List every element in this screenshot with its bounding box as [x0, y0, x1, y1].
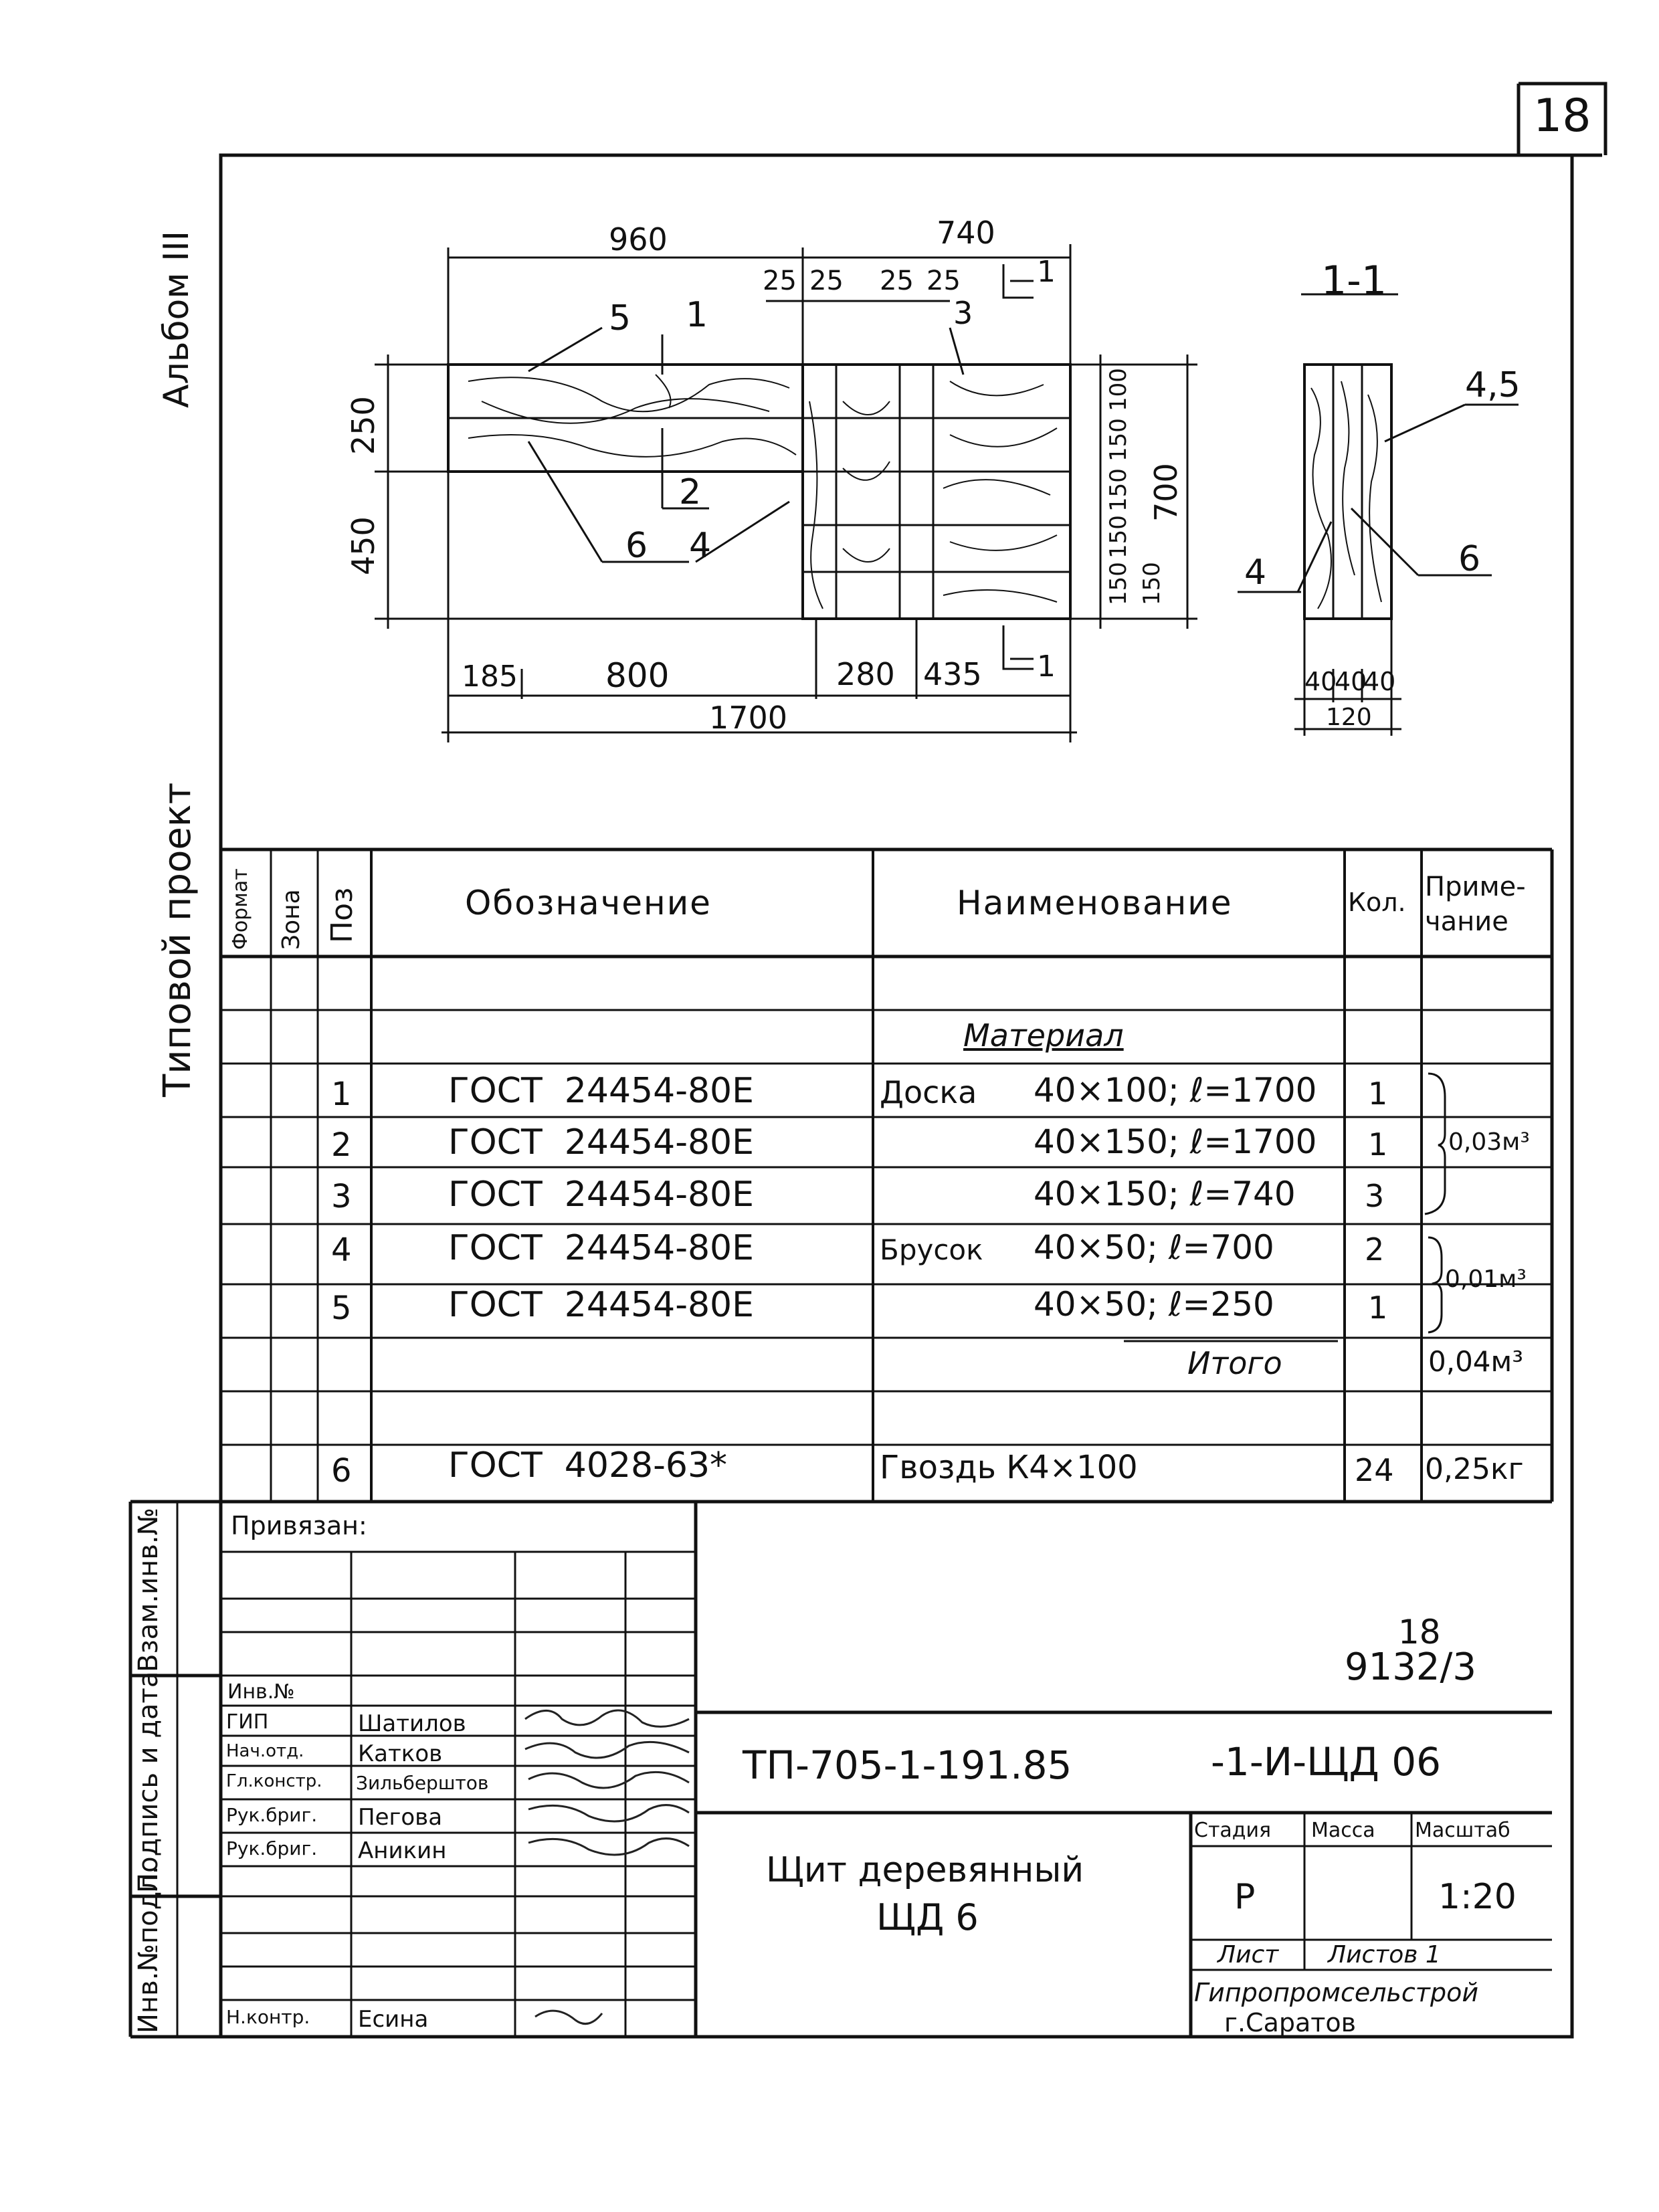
total-value: 0,04м³: [1428, 1345, 1524, 1378]
role-chief-constr: Гл.констр.: [226, 1771, 322, 1791]
inv-label: Инв.№: [227, 1680, 295, 1704]
role-team-lead-1: Рук.бриг.: [226, 1804, 318, 1826]
row-3-pos: 3: [331, 1178, 352, 1215]
section-callout-6: 6: [1458, 539, 1481, 579]
row-3-name: 40×150; ℓ=740: [1034, 1175, 1296, 1213]
attached-label: Привязан:: [231, 1511, 367, 1540]
dim-right-150: 150: [1105, 562, 1132, 605]
row-2-name: 40×150; ℓ=1700: [1034, 1122, 1317, 1161]
role-team-lead-2: Рук.бриг.: [226, 1837, 318, 1859]
section-dim-40: 40: [1304, 667, 1337, 696]
header-qty: Кол.: [1348, 888, 1406, 917]
dim-right-150: 150: [1105, 418, 1132, 462]
dim-left-250: 250: [345, 396, 381, 455]
row-2-note: 0,03м³: [1448, 1128, 1530, 1156]
row-3-designation: ГОСТ 24454-80Е: [448, 1175, 754, 1215]
dim-bottom-280: 280: [836, 656, 895, 692]
dim-left-450: 450: [345, 516, 381, 575]
stamp-replaced-inv: Взам.инв.№: [133, 1507, 164, 1672]
callout-4: 4: [689, 526, 712, 566]
row-4-designation: ГОСТ 24454-80Е: [448, 1228, 754, 1268]
row-4-note: 0,01м³: [1445, 1266, 1527, 1293]
stage-label: Стадия: [1194, 1819, 1272, 1842]
scale-label: Масштаб: [1415, 1819, 1510, 1842]
row-4-name: 40×50; ℓ=700: [1034, 1228, 1274, 1267]
callout-6: 6: [625, 526, 648, 566]
name-norm-control: Есина: [358, 2006, 429, 2033]
name-team-lead-1: Пегова: [358, 1804, 443, 1831]
dim-top-960: 960: [609, 221, 668, 258]
row-6-pos: 6: [331, 1452, 352, 1490]
stamp-orig-inv: Инв.№подл.: [133, 1866, 164, 2033]
callout-1: 1: [686, 295, 708, 335]
section-callout-45: 4,5: [1465, 365, 1521, 405]
callout-2: 2: [679, 472, 702, 512]
role-gip: ГИП: [226, 1710, 269, 1734]
org-city: г.Саратов: [1224, 2008, 1357, 2037]
row-5-name: 40×50; ℓ=250: [1034, 1285, 1274, 1324]
total-label: Итого: [1187, 1345, 1282, 1381]
header-note: Приме- чание: [1425, 872, 1526, 937]
header-pos: Поз: [325, 887, 359, 943]
cut-mark-bottom: 1: [1037, 649, 1056, 684]
row-5-pos: 5: [331, 1290, 352, 1327]
dim-top-740: 740: [937, 215, 995, 251]
dim-small-25: 25: [809, 266, 844, 296]
callout-5: 5: [609, 298, 631, 338]
role-head-dept: Нач.отд.: [226, 1741, 304, 1761]
dim-bottom-435: 435: [923, 656, 982, 692]
dim-right-150: 150: [1105, 468, 1132, 512]
dim-small-25: 25: [763, 266, 797, 296]
row-2-qty: 1: [1368, 1126, 1388, 1163]
section-title: 1-1: [1321, 258, 1387, 304]
name-head-dept: Катков: [358, 1740, 443, 1767]
cut-mark-top: 1: [1037, 255, 1056, 289]
row-4-pos: 4: [331, 1231, 352, 1269]
row-1-name: 40×100; ℓ=1700: [1034, 1071, 1317, 1110]
row-2-designation: ГОСТ 24454-80Е: [448, 1122, 754, 1163]
stage-value: Р: [1234, 1877, 1256, 1917]
sheet-number: 18: [1533, 90, 1591, 142]
section-dim-120: 120: [1326, 704, 1372, 731]
dim-bottom-185: 185: [462, 660, 518, 694]
doc-code: -1-И-ЩД 06: [1211, 1739, 1442, 1785]
dim-right-150: 150: [1139, 562, 1165, 605]
row-3-qty: 3: [1365, 1178, 1385, 1214]
section-dim-40: 40: [1363, 667, 1396, 696]
org-name: Гипропромсельстрой: [1194, 1978, 1479, 2007]
section-callout-4: 4: [1244, 552, 1267, 593]
row-2-pos: 2: [331, 1126, 352, 1164]
sheets-label: Листов 1: [1328, 1941, 1441, 1969]
row-6-designation: ГОСТ 4028-63*: [448, 1445, 728, 1486]
sheet-label: Лист: [1217, 1941, 1279, 1969]
row-6-note: 0,25кг: [1425, 1452, 1524, 1486]
ref-number: 9132/3: [1345, 1645, 1477, 1689]
dim-bottom-1700: 1700: [709, 700, 788, 736]
row-1-qty: 1: [1368, 1076, 1388, 1112]
section-dim-40: 40: [1335, 667, 1367, 696]
row-5-designation: ГОСТ 24454-80Е: [448, 1285, 754, 1325]
name-gip: Шатилов: [358, 1710, 466, 1737]
header-name: Наименование: [957, 884, 1233, 922]
row-1-pos: 1: [331, 1076, 352, 1113]
mass-label: Масса: [1311, 1819, 1375, 1842]
project-label: Типовой проект: [156, 782, 199, 1097]
callout-3: 3: [953, 295, 973, 331]
row-6-qty: 24: [1355, 1452, 1394, 1488]
dim-small-25: 25: [926, 266, 961, 296]
dim-right-150: 150: [1105, 515, 1132, 559]
row-6-name: Гвоздь К4×100: [880, 1449, 1138, 1486]
name-chief-constr: Зильберштов: [356, 1772, 489, 1794]
dim-bottom-800: 800: [605, 656, 670, 695]
scale-value: 1:20: [1438, 1877, 1517, 1917]
row-1-designation: ГОСТ 24454-80Е: [448, 1071, 754, 1111]
project-code: ТП-705-1-191.85: [743, 1742, 1072, 1788]
material-section: Материал: [963, 1017, 1124, 1053]
album-label: Альбом III: [157, 230, 197, 408]
object-name-2: ЩД 6: [876, 1896, 979, 1938]
role-norm-control: Н.контр.: [226, 2006, 310, 2028]
row-1-name-prefix: Доска: [880, 1074, 977, 1110]
header-format: Формат: [229, 868, 252, 950]
header-designation: Обозначение: [465, 884, 712, 922]
name-team-lead-2: Аникин: [358, 1837, 447, 1864]
ref-number-top: 18: [1398, 1613, 1441, 1651]
row-4-name-prefix: Брусок: [880, 1233, 983, 1266]
object-name-1: Щит деревянный: [766, 1850, 1084, 1890]
dim-small-25: 25: [880, 266, 914, 296]
dim-right-700: 700: [1148, 463, 1184, 522]
row-5-qty: 1: [1368, 1290, 1388, 1326]
dim-right-100: 100: [1105, 368, 1132, 411]
row-4-qty: 2: [1365, 1231, 1385, 1268]
stamp-sign-date: Подпись и дата: [133, 1671, 164, 1893]
header-zone: Зона: [278, 889, 305, 950]
